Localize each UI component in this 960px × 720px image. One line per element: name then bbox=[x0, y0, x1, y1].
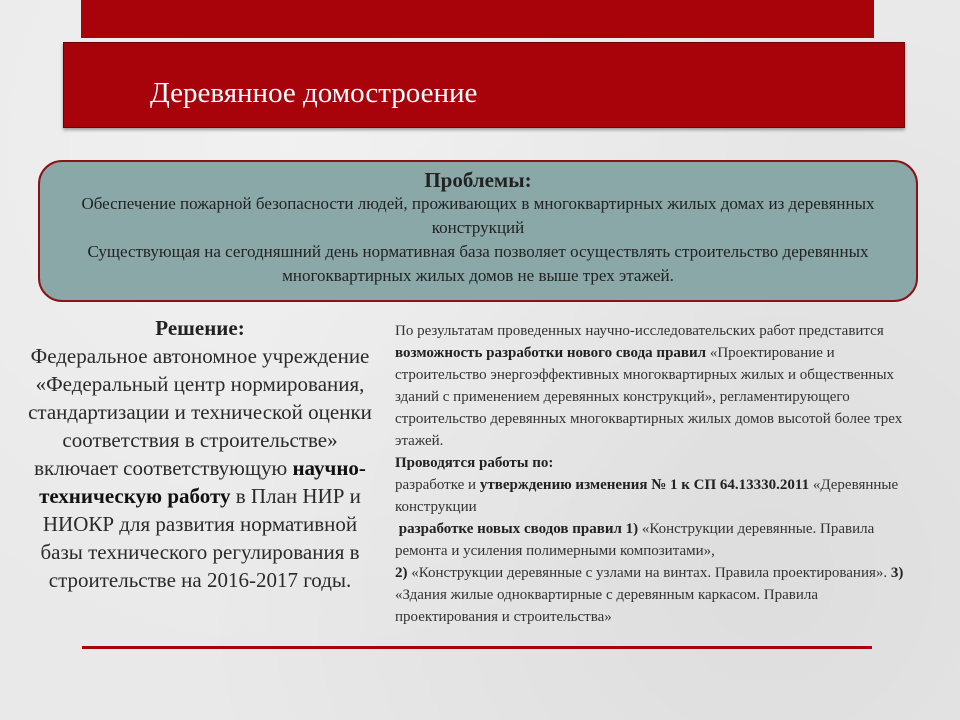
w3-bold: 2) bbox=[395, 565, 408, 581]
w2-bold: разработке новых сводов правил 1) bbox=[398, 521, 639, 537]
slide-title: Деревянное домостроение bbox=[150, 77, 478, 109]
details-p1-start: По результатам проведенных научно-исследовательских работ представится bbox=[395, 323, 884, 339]
solution-heading: Решение: bbox=[155, 316, 245, 340]
w2-end: «Конструкции деревянные. Правила ремонта и усиления полимерными композитами», bbox=[395, 521, 875, 559]
solution-bold: научно-техническую работу bbox=[39, 456, 366, 508]
works-heading-text: Проводятся работы по: bbox=[395, 455, 554, 471]
w4-end: «Здания жилые одноквартирные с деревянным каркасом. Правила проектирования и строительства» bbox=[395, 587, 819, 625]
details-block bbox=[395, 320, 915, 628]
details-paragraph bbox=[395, 320, 915, 452]
details-p1-end: «Проектирование и строительство энергоэффективных многоквартирных жилых и общественных зданий с применением деревянных конструкций», регламентирующего строительство деревянных многоквартирных жилых домов высотой более трех этажей. bbox=[395, 345, 903, 449]
problems-heading: Проблемы: bbox=[424, 168, 532, 192]
work-item-1 bbox=[395, 474, 915, 518]
w1-start: разработке и bbox=[395, 477, 480, 493]
w1-bold: утверждению изменения № 1 к СП 64.13330.2011 bbox=[479, 477, 810, 493]
w1-end: «Деревянные конструкции bbox=[395, 477, 899, 515]
work-item-2 bbox=[395, 518, 915, 562]
red-divider-line bbox=[82, 646, 872, 649]
details-p1-bold: возможность разработки нового свода правил bbox=[395, 345, 707, 361]
problems-line-1: Обеспечение пожарной безопасности людей, проживающих в многоквартирных жилых домах из деревянных конструкций bbox=[81, 194, 875, 237]
solution-text-1: Федеральное автономное учреждение «Федеральный центр нормирования, стандартизации и технической оценки соответствия в строительстве» включает соответствующую bbox=[28, 344, 372, 480]
problems-box bbox=[38, 160, 918, 302]
works-heading bbox=[395, 452, 915, 474]
solution-block bbox=[20, 314, 380, 594]
solution-text-2: в План НИР и НИОКР для развития нормативной базы технического регулирования в строительстве на 2016-2017 годы. bbox=[40, 484, 361, 592]
problems-line-2: Существующая на сегодняшний день нормативная база позволяет осуществлять строительство деревянных многоквартирных жилых домов не выше трех этажей. bbox=[87, 242, 869, 285]
work-item-3 bbox=[395, 562, 915, 628]
w3-mid: «Конструкции деревянные с узлами на винтах. Правила проектирования». bbox=[407, 565, 891, 581]
top-accent-bar bbox=[81, 0, 874, 38]
w4-bold: 3) bbox=[890, 565, 904, 581]
